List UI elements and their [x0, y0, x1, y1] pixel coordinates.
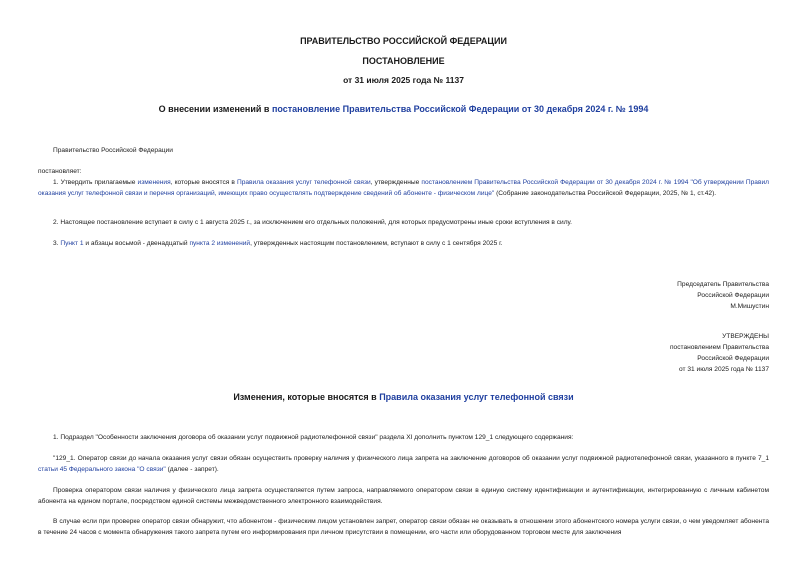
item1-text-c: , утвержденные	[370, 179, 422, 186]
approval-line-4: от 31 июля 2025 года № 1137	[679, 366, 769, 373]
rules-link[interactable]: Правила оказания услуг телефонной связи	[236, 179, 371, 186]
item-3	[38, 238, 769, 249]
approval-line-1: УТВЕРЖДЕНЫ	[722, 333, 769, 340]
changes-paragraph-1: 1. Подраздел "Особенности заключения договора об оказании услуг подвижной радиотелефонной связи" раздела XI дополнить пунктом 129_1 следующего содержания:	[53, 434, 574, 441]
communications-law-link[interactable]: статьи 45 Федерального закона "О связи"	[38, 466, 166, 473]
approval-line-2: постановлением Правительства	[669, 344, 769, 351]
item-2: 2. Настоящее постановление вступает в силу с 1 августа 2025 г., за исключением его отдельных положений, для которых предусмотрены иные сроки вступления в силу.	[53, 219, 573, 226]
signature-line-2: Российской Федерации	[697, 292, 769, 299]
point-2-changes-link[interactable]: пункта 2 изменений	[189, 240, 251, 247]
signature-line-1: Председатель Правительства	[677, 281, 769, 288]
decrees-line: постановляет:	[38, 168, 82, 175]
item1-text-a: 1. Утвердить прилагаемые	[53, 179, 138, 186]
p2-text-a: "129_1. Оператор связи до начала оказания услуг связи обязан осуществить проверку наличия у физического лица запрета на заключение договоров об оказании услуг подвижной радиотелефонной связи, указанного в пункте 7_1	[53, 455, 769, 462]
approval-line-3: Российской Федерации	[697, 355, 769, 362]
item3-text-c: , утвержденных настоящим постановлением, вступают в силу с 1 сентября 2025 г.	[250, 240, 503, 247]
changes-title-prefix: Изменения, которые вносятся в	[233, 392, 380, 402]
changes-paragraph-2	[38, 453, 769, 475]
point-1-link[interactable]: Пункт 1	[60, 240, 84, 247]
item1-text-d: (Собрание законодательства Российской Федерации, 2025, № 1, ст.42).	[494, 190, 717, 197]
item3-text-a: 3.	[53, 240, 61, 247]
doc-title	[0, 104, 807, 114]
signature-line-3: М.Мишустин	[730, 303, 769, 310]
doc-type-heading: ПОСТАНОВЛЕНИЕ	[362, 56, 445, 66]
doc-title-prefix: О внесении изменений в	[158, 104, 272, 114]
title-decree-link[interactable]: постановление Правительства Российской Федерации от 30 декабря 2024 г. № 1994	[271, 104, 649, 114]
changes-link[interactable]: изменения	[137, 179, 171, 186]
government-line	[38, 145, 769, 156]
changes-rules-link[interactable]: Правила оказания услуг телефонной связи	[379, 392, 574, 402]
approval-block	[670, 331, 769, 375]
changes-paragraph-4: В случае если при проверке оператор связи обнаружит, что абонентом - физическим лицом установлен запрет, оператор связи обязан не оказывать в отношении этого абонентского номера услуги связи, о чем уведомляет абонента в течение 24 часов с момента обнаружения такого запрета путем его информирования при личном присутствии в помещении, его части или оборудованном торговом месте для заключения	[38, 518, 769, 536]
decree-1994-link[interactable]: постановлением Правительства Российской Федерации от 30 декабря 2024 г. № 1994 "Об утверждении Правил оказания услуг телефонной связи и перечня организаций, имеющих право осуществлять подтверждение сведений об абоненте - физическом лице"	[38, 179, 769, 197]
item1-text-b: , которые вносятся в	[170, 179, 237, 186]
doc-date-number: от 31 июля 2025 года № 1137	[343, 75, 464, 85]
signature-block	[677, 279, 769, 312]
item-1	[38, 177, 769, 199]
item3-text-b: и абзацы восьмой - двенадцатый	[83, 240, 190, 247]
p2-text-b: (далее - запрет).	[165, 466, 219, 473]
changes-title	[0, 392, 807, 402]
org-heading: ПРАВИТЕЛЬСТВО РОССИЙСКОЙ ФЕДЕРАЦИИ	[300, 36, 507, 46]
government-text: Правительство Российской Федерации	[53, 147, 173, 154]
changes-paragraph-3: Проверка оператором связи наличия у физического лица запрета осуществляется путем запроса, направляемого оператором связи в единую систему идентификации и аутентификации, интегрированную с личным кабинетом абонента на едином портале, посредством единой системы межведомственного электронного взаимодействия.	[38, 487, 769, 505]
